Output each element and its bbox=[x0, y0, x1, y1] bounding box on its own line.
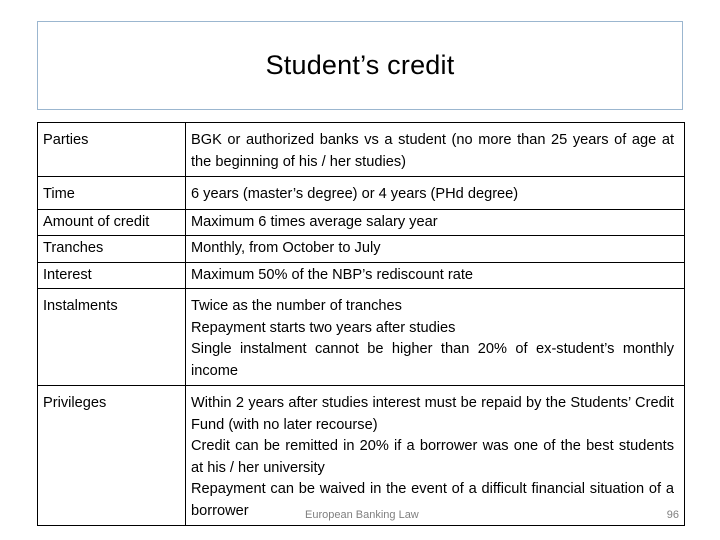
row-value-line: Repayment can be waived in the event of a difficult financial situation of a borrower bbox=[191, 481, 674, 519]
row-value-line: BGK or authorized banks vs a student (no more than 25 years of age at the beginning of his / her studies) bbox=[191, 132, 674, 170]
row-label: Instalments bbox=[38, 289, 186, 386]
table-row-privileges bbox=[38, 386, 685, 526]
table-row-interest bbox=[38, 262, 685, 289]
table-row-time bbox=[38, 177, 685, 210]
row-value bbox=[186, 262, 685, 289]
row-value-line: Within 2 years after studies interest must be repaid by the Students’ Credit Fund (with no later recourse) bbox=[191, 395, 674, 433]
row-value-line: 6 years (master’s degree) or 4 years (PHd degree) bbox=[191, 186, 519, 202]
row-label: Tranches bbox=[38, 236, 186, 263]
footer-text: European Banking Law bbox=[305, 509, 419, 521]
row-value bbox=[186, 123, 685, 177]
row-value-line: Monthly, from October to July bbox=[191, 240, 381, 256]
row-value-line: Repayment starts two years after studies bbox=[191, 319, 456, 336]
row-value bbox=[186, 236, 685, 263]
row-label: Interest bbox=[38, 262, 186, 289]
row-value-line: Credit can be remitted in 20% if a borrower was one of the best students at his / her university bbox=[191, 438, 674, 476]
row-label: Privileges bbox=[38, 386, 186, 526]
table-row-tranches bbox=[38, 236, 685, 263]
slide-title: Student’s credit bbox=[265, 50, 455, 80]
table-row-instalments bbox=[38, 289, 685, 386]
credit-table bbox=[37, 122, 685, 526]
row-value bbox=[186, 289, 685, 386]
row-label: Parties bbox=[38, 123, 186, 177]
row-label: Amount of credit bbox=[38, 209, 186, 236]
row-value bbox=[186, 209, 685, 236]
row-value-line: Maximum 6 times average salary year bbox=[191, 213, 438, 230]
row-value-line: Single instalment cannot be higher than 20% of ex-student’s monthly income bbox=[191, 341, 674, 379]
row-label: Time bbox=[38, 177, 186, 210]
table-row-amount bbox=[38, 209, 685, 236]
row-value-line: Twice as the number of tranches bbox=[191, 298, 402, 314]
row-value-line: Maximum 50% of the NBP’s rediscount rate bbox=[191, 266, 473, 283]
page-number: 96 bbox=[666, 509, 679, 521]
title-box bbox=[37, 21, 683, 110]
table-row-parties bbox=[38, 123, 685, 177]
row-value bbox=[186, 386, 685, 526]
row-value bbox=[186, 177, 685, 210]
